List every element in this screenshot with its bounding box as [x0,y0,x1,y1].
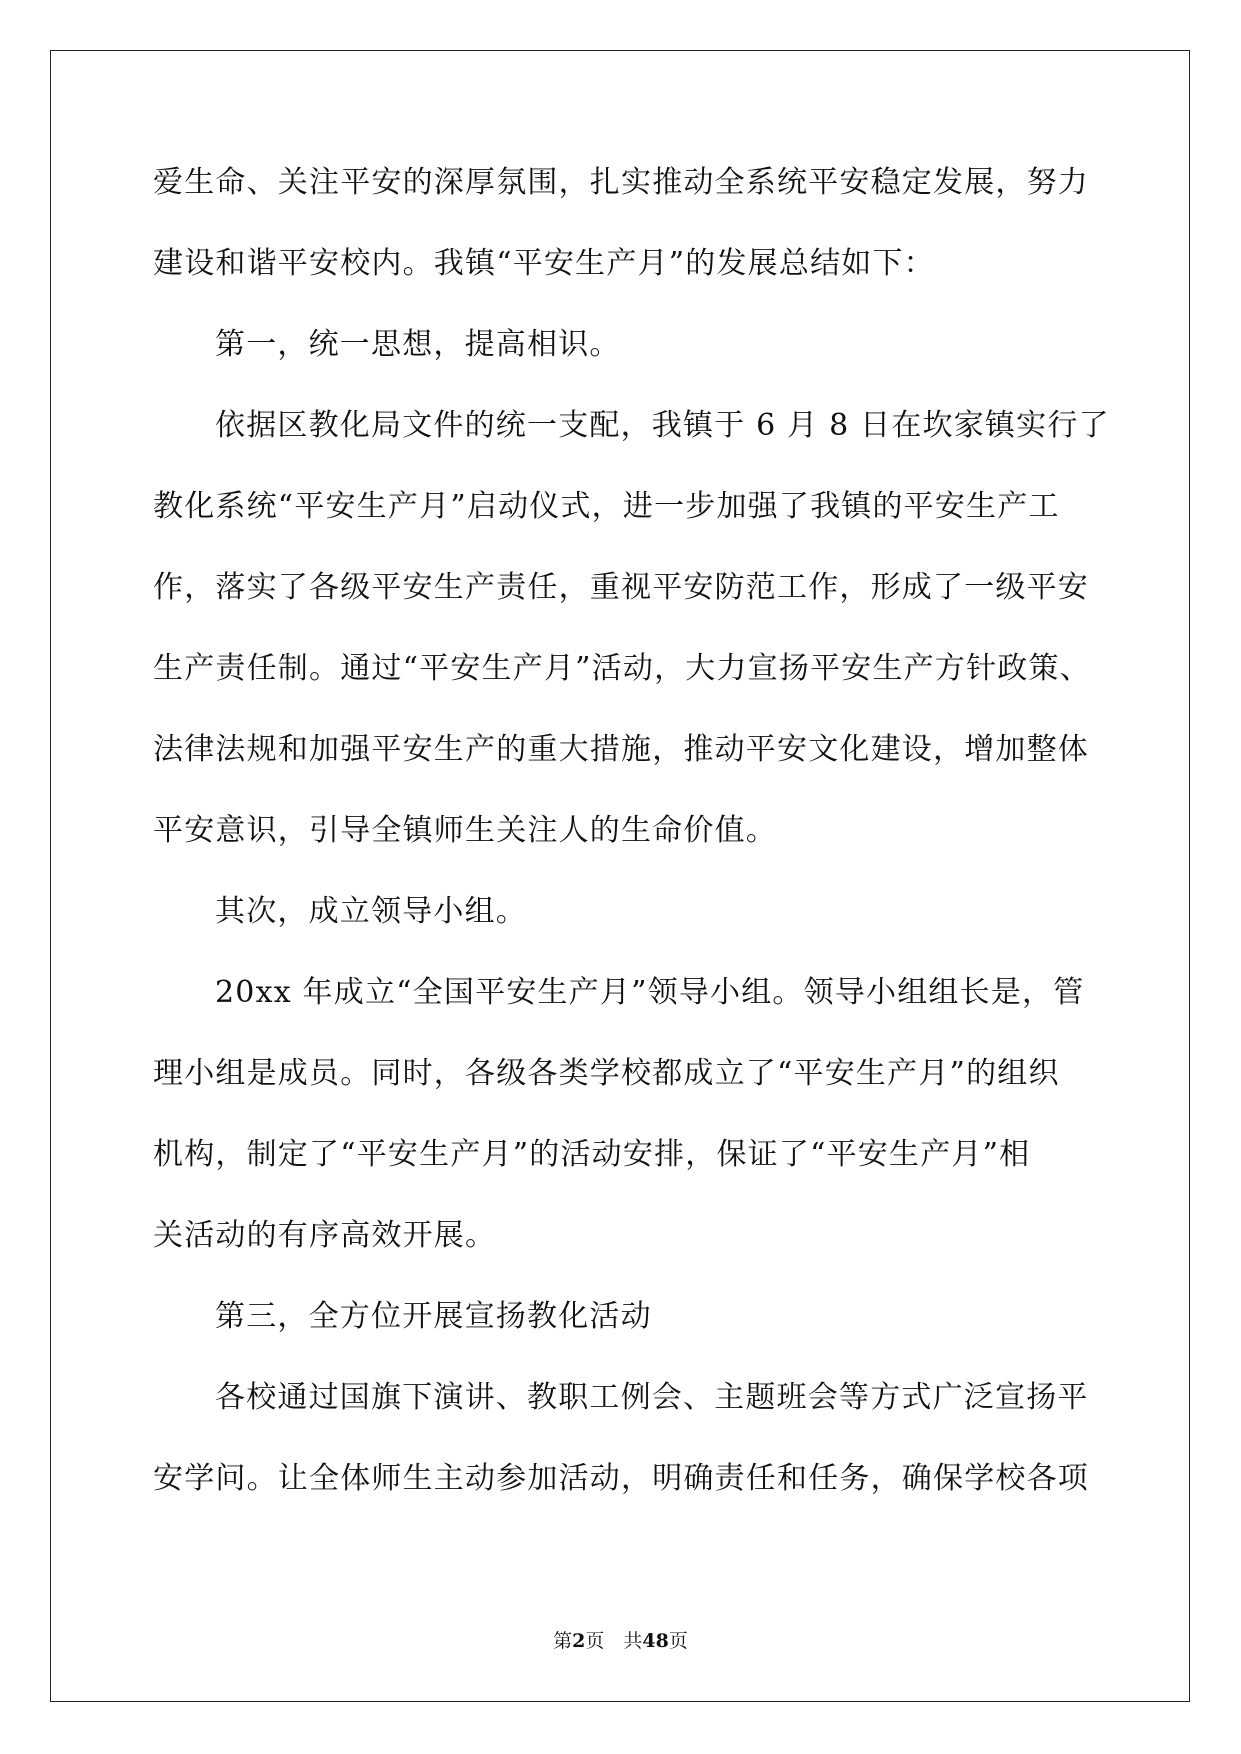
text-line: 平安意识，引导全镇师生关注人的生命价值。 [153,813,777,848]
page-footer [0,1626,1241,1653]
text-line: 教化系统“平安生产月”启动仪式，进一步加强了我镇的平安生产工 [153,489,1060,524]
text-line: 依据区教化局文件的统一支配，我镇于 6 月 8 日在坎家镇实行了 [215,408,1110,443]
text-line: 理小组是成员。同时，各级各类学校都成立了“平安生产月”的组织 [153,1056,1060,1091]
text-line: 第三，全方位开展宣扬教化活动 [215,1299,652,1334]
footer-middle: 页 共 [585,1630,643,1652]
text-line: 各校通过国旗下演讲、教职工例会、主题班会等方式广泛宣扬平 [215,1380,1089,1415]
current-page-number: 2 [572,1630,586,1652]
text-line: 安学问。让全体师生主动参加活动，明确责任和任务，确保学校各项 [153,1461,1089,1496]
text-line: 机构，制定了“平安生产月”的活动安排，保证了“平安生产月”相 [153,1137,1031,1172]
text-line: 作，落实了各级平安生产责任，重视平安防范工作，形成了一级平安 [153,570,1089,605]
text-line: 法律法规和加强平安生产的重大措施，推动平安文化建设，增加整体 [153,732,1089,767]
footer-prefix: 第 [553,1630,573,1652]
text-line: 第一，统一思想，提高相识。 [215,327,621,362]
text-line: 其次，成立领导小组。 [215,894,527,929]
total-page-count: 48 [642,1630,669,1652]
text-line: 20xx 年成立“全国平安生产月”领导小组。领导小组组长是，管 [215,975,1085,1010]
document-body [153,163,1110,1540]
footer-suffix: 页 [668,1630,688,1652]
text-line: 爱生命、关注平安的深厚氛围，扎实推动全系统平安稳定发展，努力 [153,165,1089,200]
text-line: 关活动的有序高效开展。 [153,1218,497,1253]
text-line: 生产责任制。通过“平安生产月”活动，大力宣扬平安生产方针政策、 [153,651,1091,686]
text-line: 建设和谐平安校内。我镇“平安生产月”的发展总结如下： [153,246,935,281]
